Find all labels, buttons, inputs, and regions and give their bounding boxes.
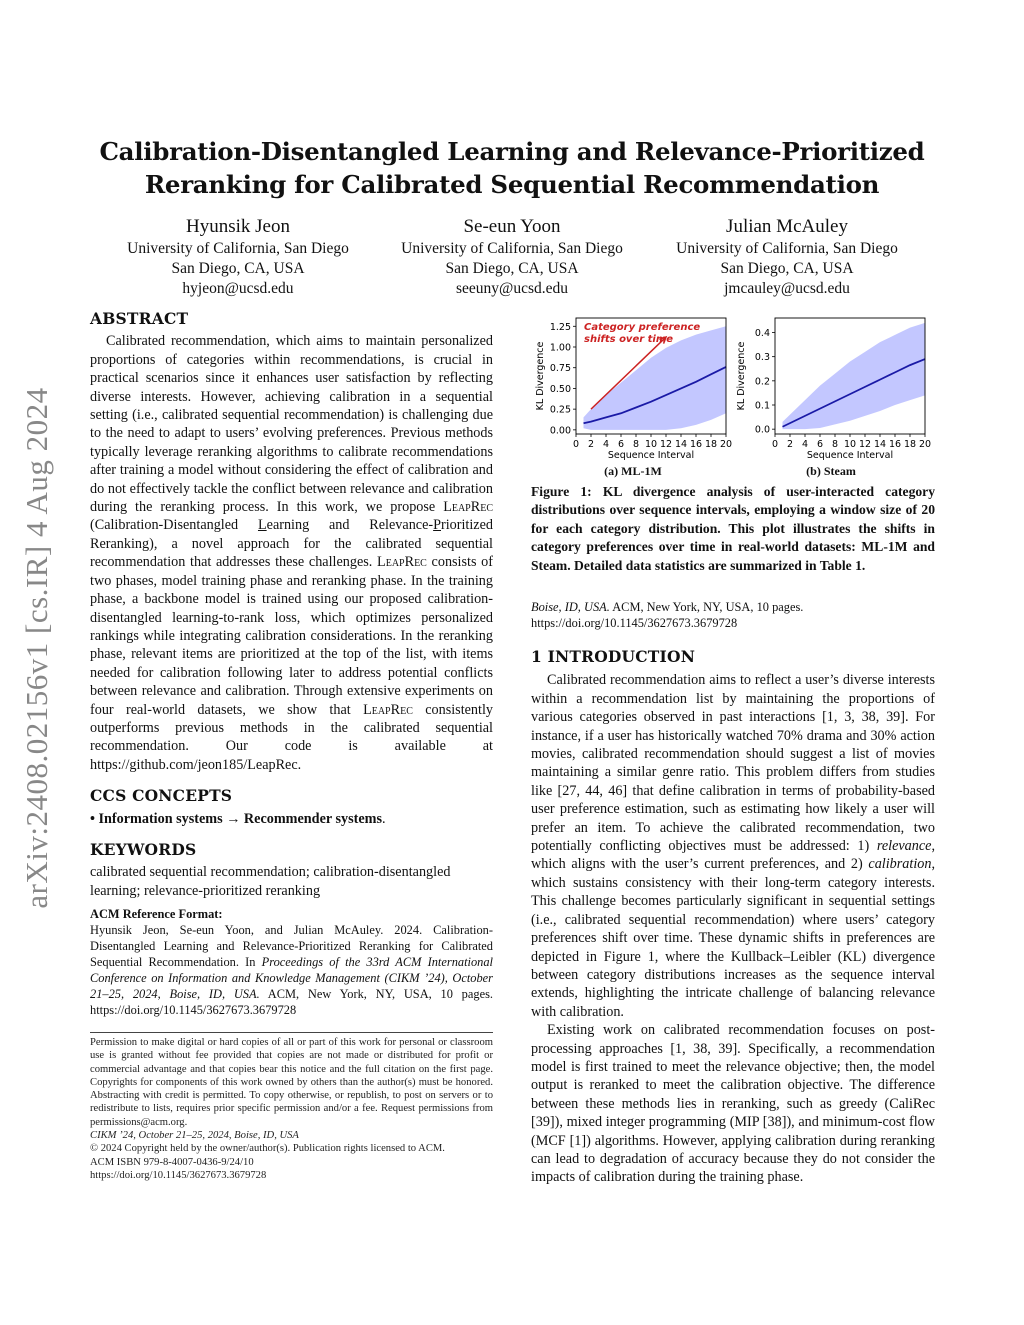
abstract-body xyxy=(90,332,493,774)
abstract-text-learning: earning and Relevance- xyxy=(266,517,434,534)
intro-p1-text-b: , which aligns with the user’s current preferences, and 2) xyxy=(531,838,935,873)
x-tick-label: 6 xyxy=(617,439,625,450)
x-axis-label: Sequence Interval xyxy=(607,450,695,461)
permission-venue: CIKM ’24, October 21–25, 2024, Boise, ID, USA xyxy=(90,1130,299,1142)
ccs-heading: CCS CONCEPTS xyxy=(90,786,233,806)
author-email[interactable]: seeuny@ucsd.edu xyxy=(456,280,568,297)
confidence-band xyxy=(783,323,926,429)
keywords-heading: KEYWORDS xyxy=(90,839,197,859)
keywords-text: calibrated sequential recommendation; calibration-disentangled learning; relevance-prioritized reranking xyxy=(90,864,451,899)
method-name: LeapRec xyxy=(443,499,493,516)
abstract-text-b: (Calibration-Disentangled xyxy=(90,517,258,534)
x-tick-label: 16 xyxy=(888,439,902,450)
ccs-end: . xyxy=(381,810,386,827)
chart-steam xyxy=(730,310,940,465)
author-block-1 xyxy=(88,215,388,299)
acm-ref-heading: ACM Reference Format: xyxy=(90,907,223,922)
y-tick-label: 1.25 xyxy=(549,321,571,333)
x-tick-label: 4 xyxy=(602,439,610,450)
y-tick-label: 0.75 xyxy=(549,363,571,375)
x-tick-label: 16 xyxy=(689,439,703,450)
title-line-2: Reranking for Calibrated Sequential Recommendation xyxy=(144,170,880,199)
abstract-heading: ABSTRACT xyxy=(90,309,189,328)
x-tick-label: 8 xyxy=(831,439,839,450)
abstract-text-c: consists of two phases, model training phase and reranking phase. In the training phase, a backbone model is trained using our proposed calibration-disentangled learning-to-rank loss, which optimizes personalized rankings while integrating calibration considerations. In the reranking phase, relevant items are prioritized at the top of the list, with items needed for calibration following later to address potential conflicts between relevance and calibration. Through extensive experiments on four real-world datasets, we show that xyxy=(90,554,494,718)
y-tick-label: 0.4 xyxy=(754,328,770,339)
acronym-letter-p: P xyxy=(433,517,441,534)
term-calibration: calibration xyxy=(868,856,932,873)
chart-ml1m xyxy=(531,310,741,465)
acm-ref-text-b: ACM, New York, NY, USA, 10 pages. https://doi.org/10.1145/3627673.3679728 xyxy=(90,987,493,1018)
subcaption-b: (b) Steam xyxy=(806,464,856,478)
arxiv-sidebar xyxy=(12,360,62,935)
acronym-letter-l: L xyxy=(257,517,267,534)
x-tick-label: 12 xyxy=(659,439,673,450)
right-column xyxy=(531,648,935,1187)
y-tick-label: 0.50 xyxy=(549,383,571,395)
author-affiliation: University of California, San Diego xyxy=(127,240,349,257)
y-tick-label: 0.1 xyxy=(754,400,770,412)
author-name: Se-eun Yoon xyxy=(463,216,561,237)
permission-isbn: ACM ISBN 979-8-4007-0436-9/24/10 xyxy=(90,1156,254,1168)
subcaption-a: (a) ML-1M xyxy=(604,464,662,478)
permission-doi[interactable]: https://doi.org/10.1145/3627673.3679728 xyxy=(90,1169,267,1181)
y-tick-label: 0.3 xyxy=(754,352,770,364)
author-location: San Diego, CA, USA xyxy=(171,260,305,277)
intro-paragraph-2: Existing work on calibrated recommendation focuses on post-processing approaches [1, 38, 39]. Specifically, a recommendation model is first trained to meet the relevance objective; then, the model output is reranked to meet the calibration objective. The difference between these methods lies in reranking, such as greedy (CaliRec [39]), mixed integer programming (MIP [38]), and minimum-cost flow (MCF [1]) algorithms. However, applying calibration during reranking can lead to degradation of accuracy because they do not consider the impacts of calibration during the training phase. xyxy=(531,1022,935,1186)
x-tick-label: 2 xyxy=(587,439,595,450)
x-tick-label: 10 xyxy=(843,439,857,450)
acm-ref-proceedings: Proceedings of the 33rd ACM International Conference on Information and Knowledge Management (CIKM ’24), October 21–25, 2024, Boise, ID, USA. xyxy=(90,955,493,1002)
permission-copyright: © 2024 Copyright held by the owner/author(s). Publication rights licensed to ACM. xyxy=(90,1143,445,1155)
title-line-1: Calibration-Disentangled Learning and Relevance-Prioritized xyxy=(99,137,925,166)
acm-ref-text-a: Hyunsik Jeon, Se-eun Yoon, and Julian McAuley. 2024. Calibration-Disentangled Learning and Relevance-Prioritized Reranking for Calibrated Sequential Recommendation. In xyxy=(90,923,493,970)
abstract-text-a: Calibrated recommendation, which aims to maintain personalized proportions of categories within recommendations, is crucial in practical scenarios since it enhances user satisfaction by reflecting diverse interests. However, achieving calibration in a sequential setting (i.e., calibrated sequential recommendation) is challenging due to the need to adapt to users’ evolving preferences. Previous methods typically leverage reranking algorithms to calibrate recommendations after training a model without considering the effect of calibration and do not effectively tackle the conflict between relevance and calibration during the reranking process. In this work, we propose xyxy=(90,333,493,516)
intro-paragraph-1 xyxy=(531,671,935,1021)
abstract-text-d: consistently outperforms previous methods in the calibrated sequential recommendation. Our code is available at https://github.com/jeon185/LeapRec. xyxy=(90,701,494,773)
intro-p1-text-c: , which sustains consistency with their long-term category interests. This challenge becomes particularly significant in sequential settings (i.e., calibrated sequential recommendation) where users’ category preferences shift over time. These dynamic shifts in preferences are depicted in Figure 1, where the Kullback–Leibler (KL) divergence between category distributions increases as the sequence interval extends, highlighting the intricate challenge of balancing relevance with calibration. xyxy=(531,856,935,1020)
acm-ref-body xyxy=(90,922,493,1018)
right-meta-text: ACM, New York, NY, USA, 10 pages. https://doi.org/10.1145/3627673.3679728 xyxy=(531,600,804,630)
y-tick-label: 0.25 xyxy=(549,404,571,416)
x-tick-label: 12 xyxy=(858,439,872,450)
author-name: Hyunsik Jeon xyxy=(186,216,290,237)
x-axis-label: Sequence Interval xyxy=(806,450,894,461)
y-tick-label: 0.0 xyxy=(754,424,770,436)
x-tick-label: 4 xyxy=(801,439,809,450)
paper-title xyxy=(60,135,964,201)
x-tick-label: 20 xyxy=(719,439,733,450)
x-tick-label: 8 xyxy=(632,439,640,450)
abstract-text-prior: rioritized Reranking), a novel approach for the calibrated sequential recommendation that addresses these challenges. xyxy=(90,517,493,571)
x-tick-label: 0 xyxy=(771,439,779,450)
ccs-text xyxy=(90,810,493,828)
author-email[interactable]: jmcauley@ucsd.edu xyxy=(724,280,850,297)
author-affiliation: University of California, San Diego xyxy=(401,240,623,257)
x-tick-label: 20 xyxy=(918,439,932,450)
figure-caption: Figure 1: KL divergence analysis of user-interacted category distributions over sequence intervals, employing a window size of 20 for each category distribution. This plot illustrates the shifts in category preferences over time in real-world datasets: ML-1M and Steam. Detailed data statistics are summarized in Table 1. xyxy=(531,484,935,573)
term-relevance: relevance xyxy=(876,838,932,855)
y-axis-label: KL Divergence xyxy=(736,341,747,411)
method-name: LeapRec xyxy=(377,554,427,571)
annotation-text-line-1: Category preference xyxy=(584,322,701,333)
y-tick-label: 0.00 xyxy=(549,425,571,437)
left-column xyxy=(90,309,494,1018)
right-meta-location: Boise, ID, USA. xyxy=(531,600,610,614)
permission-block xyxy=(90,1036,493,1182)
permission-text: Permission to make digital or hard copies of all or part of this work for personal or classroom use is granted without fee provided that copies are not made or distributed for profit or commercial advantage and that copies bear this notice and the full citation on the first page. Copyrights for components of this work owned by others than the author(s) must be honored. Abstracting with credit is permitted. To copy otherwise, or republish, to post on servers or to redistribute to lists, requires prior specific permission and/or a fee. Request permissions from permissions@acm.org. xyxy=(90,1037,493,1128)
ccs-concept: • Information systems → Recommender systems xyxy=(90,810,382,827)
x-tick-label: 0 xyxy=(572,439,580,450)
right-meta xyxy=(531,599,935,631)
author-location: San Diego, CA, USA xyxy=(720,260,854,277)
method-name: LeapRec xyxy=(363,701,413,718)
author-block-2 xyxy=(362,215,662,299)
arxiv-id: arXiv:2408.02156v1 [cs.IR] 4 Aug 2024 xyxy=(19,386,54,909)
intro-heading: 1 INTRODUCTION xyxy=(531,647,696,666)
annotation-text-line-2: shifts over time xyxy=(584,334,674,345)
author-name: Julian McAuley xyxy=(726,216,848,237)
author-location: San Diego, CA, USA xyxy=(445,260,579,277)
x-tick-label: 6 xyxy=(816,439,824,450)
y-axis-label: KL Divergence xyxy=(535,341,546,411)
x-tick-label: 10 xyxy=(644,439,658,450)
author-affiliation: University of California, San Diego xyxy=(676,240,898,257)
acm-reference xyxy=(90,906,493,1018)
author-block-3 xyxy=(637,215,937,299)
y-tick-label: 0.2 xyxy=(754,376,770,388)
x-tick-label: 14 xyxy=(873,439,887,450)
x-tick-label: 2 xyxy=(786,439,794,450)
x-tick-label: 18 xyxy=(903,439,917,450)
intro-p1-text-a: Calibrated recommendation aims to reflect a user’s diverse interests within a recommendation list by maintaining the proportions of various categories observed in past interactions [1, 3, 38, 39]. For instance, if a user has historically watched 70% drama and 30% action movies, calibrated recommendation should suggest a list of movies maintaining a similar genre ratio. This problem differs from studies like [27, 44, 46] that define calibration in terms of probability-based user preference estimation, such as estimating how likely a user will prefer an item. To achieve the calibrated recommendation, two potentially conflicting objectives must be addressed: 1) xyxy=(531,672,935,855)
author-email[interactable]: hyjeon@ucsd.edu xyxy=(182,280,294,297)
y-tick-label: 1.00 xyxy=(549,342,571,354)
footnote-rule xyxy=(90,1032,493,1033)
x-tick-label: 14 xyxy=(674,439,688,450)
x-tick-label: 18 xyxy=(704,439,718,450)
